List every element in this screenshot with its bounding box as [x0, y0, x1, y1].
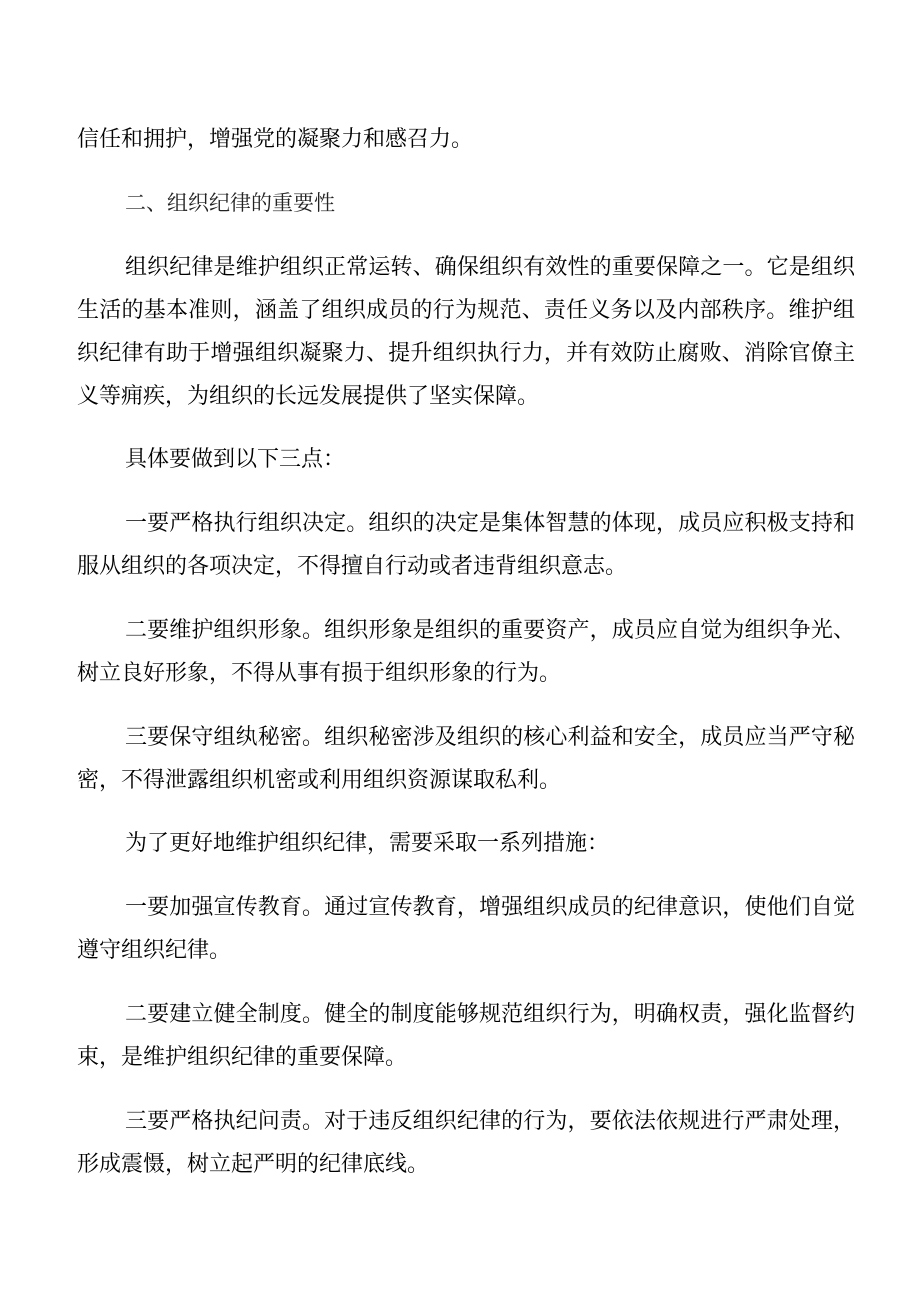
section-heading: 二、组织纪律的重要性 — [125, 191, 335, 215]
paragraph-continuation: 信任和拥护，增强党的凝聚力和感召力。 — [77, 127, 474, 152]
paragraph-measures-intro: 为了更好地维护组织纪律，需要采取一系列措施： — [125, 831, 610, 856]
paragraph-intro: 组织纪律是维护组织正常运转、确保组织有效性的重要保障之一。它是组织生活的基本准则，涵盖了组织成员的行为规范、责任义务以及内部秩序。维护组织纪律有助于增强组织凝聚力、提升组织执行力，并有效防止腐败、消除官僚主义等痈疾，为组织的长远发展提供了坚实保障。 — [77, 255, 855, 409]
paragraph-measure-3: 三要严格执纪问责。对于违反组织纪律的行为，要依法依规进行严肃处理，形成震慑，树立起严明的纪律底线。 — [77, 1109, 855, 1177]
paragraph-three-points: 具体要做到以下三点： — [125, 447, 346, 472]
paragraph-point-3: 三要保守组纨秘密。组织秘密涉及组织的核心利益和安全，成员应当严守秘密，不得泄露组织机密或利用组织资源谋取私利。 — [77, 725, 855, 793]
paragraph-measure-2: 二要建立健全制度。健全的制度能够规范组织行为，明确权责，强化监督约束，是维护组织纪律的重要保障。 — [77, 1002, 855, 1070]
paragraph-point-2: 二要维护组织形象。组织形象是组织的重要资产，成员应自觉为组织争光、树立良好形象，不得从事有损于组织形象的行为。 — [77, 618, 855, 686]
paragraph-point-1: 一要严格执行组织决定。组织的决定是集体智慧的体现，成员应积极支持和服从组织的各项决定，不得擅自行动或者违背组织意志。 — [77, 511, 855, 579]
paragraph-measure-1: 一要加强宣传教育。通过宣传教育，增强组织成员的纪律意识，使他们自觉遵守组织纪律。 — [77, 895, 855, 963]
